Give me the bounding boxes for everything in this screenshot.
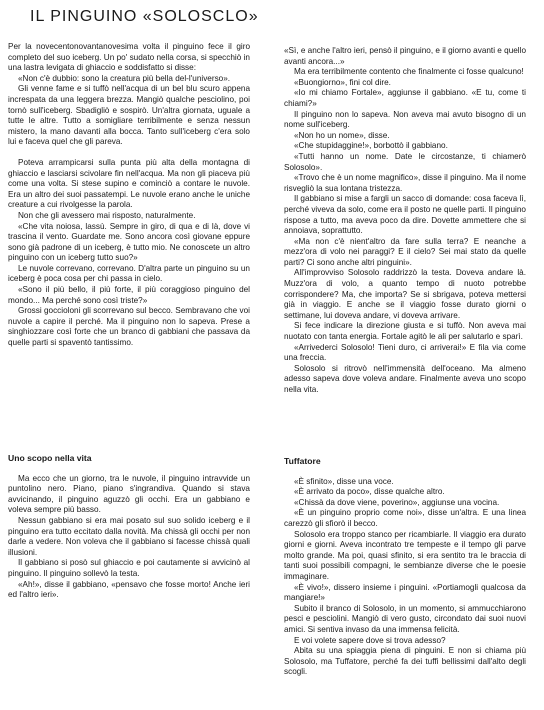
paragraph: «Ma non c'è nient'altro da fare sulla terra? E neanche a mezz'ora di volo nei paraggi? E il cielo? Sei mai stato da quelle parti? Ci sono anche altri pinguini». xyxy=(284,236,526,267)
paragraph: «Sì, e anche l'altro ieri, pensò il pinguino, e il giorno avanti e quello avanti ancora...» xyxy=(284,46,526,66)
paragraph: Solosolo si ritrovò nell'immensità dell'oceano. Ma almeno adesso sapeva dove voleva andare. Finalmente aveva uno scopo nella vita. xyxy=(284,363,526,394)
paragraph: All'improvviso Solosolo raddrizzò la testa. Doveva andare là. Muzz'ora di volo, a quanto tempo di nuoto potrebbe corrispondere? Ma, che importa? Se si sbrigava, poteva mettersi già in viaggio. E anche se il viaggio fosse durato giorni o settimane, lui doveva andare, vi doveva arrivare. xyxy=(284,268,526,320)
paragraph: Il gabbiano si posò sul ghiaccio e poi cautamente si avvicinò al pinguino. Il pinguino sollevò la testa. xyxy=(8,558,250,578)
paragraph: «Chissà da dove viene, poverino», aggiunse una vocina. xyxy=(294,497,500,507)
paragraph: Subito il branco di Solosolo, in un momento, si ammucchiarono pesci e pesciolini. Mangiò di vero gusto, circondato dai suoi nuovi amici. Si sentiva invaso da una immensa felicità. xyxy=(284,603,526,634)
paragraph: «È sfinito», disse una voce. xyxy=(294,476,394,486)
section-heading: Tuffatore xyxy=(284,456,321,466)
paragraph: Grossi goccioloni gli scorrevano sul becco. Sembravano che voi nuvole a capire il perché. Ma il pinguino non lo sapeva. Prese a singhiozzare così forte che un branco di gabbiani che passava da quelle parti si spaventò tantissimo. xyxy=(8,306,250,348)
paragraph: «Non ho un nome», disse. xyxy=(294,130,390,140)
paragraph: «Ah!», disse il gabbiano, «pensavo che fosse morto! Anche ieri ed l'altro ieri». xyxy=(8,579,250,600)
section-heading: Uno scopo nella vita xyxy=(8,453,92,463)
paragraph: Solosolo era troppo stanco per ricambiarle. Il viaggio era durato giorni e giorni. Aveva incontrato tre tempeste e il tempo gli parve molto grande. Ma poi, quasi sfinito, si era sentito tra le braccia di tanti suoi possibili compagni, le sembianze diverse che le poesie immaginare. xyxy=(284,529,526,581)
paragraph: Per la novecentonovantanovesima volta il pinguino fece il giro completo del suo iceberg. Un po' sudato nella corsa, si specchiò in una lastra levigata di ghiaccio e soddisfatto si disse: xyxy=(8,42,250,73)
paragraph: «Che vita noiosa, lassù. Sempre in giro, di qua e di là, dove vi trascina il vento. Guardate me. Sono ancora così giovane eppure sono già padrone di un iceberg, è tutto mio. Ne conoscete un altro pinguino con un iceberg tutto suo?» xyxy=(8,221,250,263)
paragraph: Poteva arrampicarsi sulla punta più alta della montagna di ghiaccio e lasciarsi scivolare fin nell'acqua. Ma non gli piaceva più come una volta. Si stese supino e cominciò a contare le nuvole. Era un altro dei suoi passatempi. Le nuvole erano anche le uniche creature a cui rivolgesse la parola. xyxy=(8,157,250,210)
paragraph: «È vivo!», dissero insieme i pinguini. «Portiamogli qualcosa da mangiare!» xyxy=(284,582,526,603)
paragraph: E voi volete sapere dove si trova adesso? xyxy=(294,635,446,645)
paragraph: Gli venne fame e si tuffò nell'acqua di un bel blu scuro appena increspata da una leggera brezza. Mangiò qualche pesciolino, poi tornò sull'iceberg. Sbadigliò e sospirò. Un'altra giornata, uguale a tutte le altre. Tutto a somigliare terribilmente e senza nessun mistero, la mano davanti alla bocca. Tanto sull'iceberg c'era solo lui e faceva quel che gli pareva. xyxy=(8,84,250,147)
left-column-bottom xyxy=(8,453,250,601)
right-column-bottom xyxy=(284,456,526,678)
paragraph: «Non c'è dubbio: sono la creatura più bella del-l'universo». xyxy=(18,73,231,83)
paragraph: Nessun gabbiano si era mai posato sul suo solido iceberg e il pinguino era tutto eccitato dalla novità. Ma chissà gli occhi per non darle a vedere. Non voleva che il gabbiano si facesse chissà quali illusioni. xyxy=(8,515,250,557)
paragraph: «Arrivederci Solosolo! Tieni duro, ci arriverai!» E fila via come una freccia. xyxy=(284,342,526,363)
paragraph: «Sono il più bello, il più forte, il più coraggioso pinguino del mondo... Ma perché sono così triste?» xyxy=(8,285,250,305)
left-column-top xyxy=(8,42,250,349)
paragraph: «Buongiorno», fini col dire. xyxy=(294,77,391,87)
paragraph: «È arrivato da poco», disse qualche altro. xyxy=(294,487,445,497)
paragraph: Non che gli avessero mai risposto, naturalmente. xyxy=(18,210,196,220)
paragraph: «Che stupidaggine!», borbottò il gabbiano. xyxy=(294,141,448,151)
paragraph: Le nuvole correvano, correvano. D'altra parte un pinguino su un iceberg è poca cosa per chi passa in cielo. xyxy=(8,263,250,284)
paragraph: Abita su una spiaggia piena di pinguini. E non si chiama più Solosolo, ma Tuffatore, perché fa dei tuffi bellissimi dall'alto degli scogli. xyxy=(284,646,526,677)
paragraph: «Trovo che è un nome magnifico», disse il pinguino. Ma il nome risvegliò la sua lontana tristezza. xyxy=(284,173,526,193)
paragraph: Ma ecco che un giorno, tra le nuvole, il pinguino intravvide un puntolino nero. Piano, piano s'ingrandiva. Quando si stava avvicinando, il pinguino aguzzò gli occhi. Era un gabbiano e voleva sempre più basso. xyxy=(8,473,250,515)
paragraph: «Io mi chiamo Fortale», aggiunse il gabbiano. «E tu, come ti chiami?» xyxy=(284,88,526,108)
paragraph: «È un pinguino proprio come noi», disse un'altra. E una linea carezzò gli sfiorò il becco. xyxy=(284,508,526,528)
paragraph: Ma era terribilmente contento che finalmente ci fosse qualcuno! xyxy=(294,67,524,77)
story-title: IL PINGUINO «SOLOSCLO» xyxy=(30,8,259,25)
paragraph: Si fece indicare la direzione giusta e si tuffò. Non aveva mai nuotato con tanta energia. Fortale agitò le ali per salutarlo e sparì. xyxy=(284,321,526,342)
paragraph: Il gabbiano si mise a fargli un sacco di domande: cosa faceva lì, perché viveva da solo, come era il posto ne quelle parti. Il pinguino rispose a tutto, ma aveva poco da dire. Dovette ammettere che si annoiava, soprattutto. xyxy=(284,194,526,236)
right-column-top xyxy=(284,46,526,396)
paragraph: «Tutti hanno un nome. Date le circostanze, ti chiamerò Solosolo». xyxy=(284,151,526,172)
paragraph: Il pinguino non lo sapeva. Non aveva mai avuto bisogno di un nome sull'iceberg. xyxy=(284,109,526,130)
